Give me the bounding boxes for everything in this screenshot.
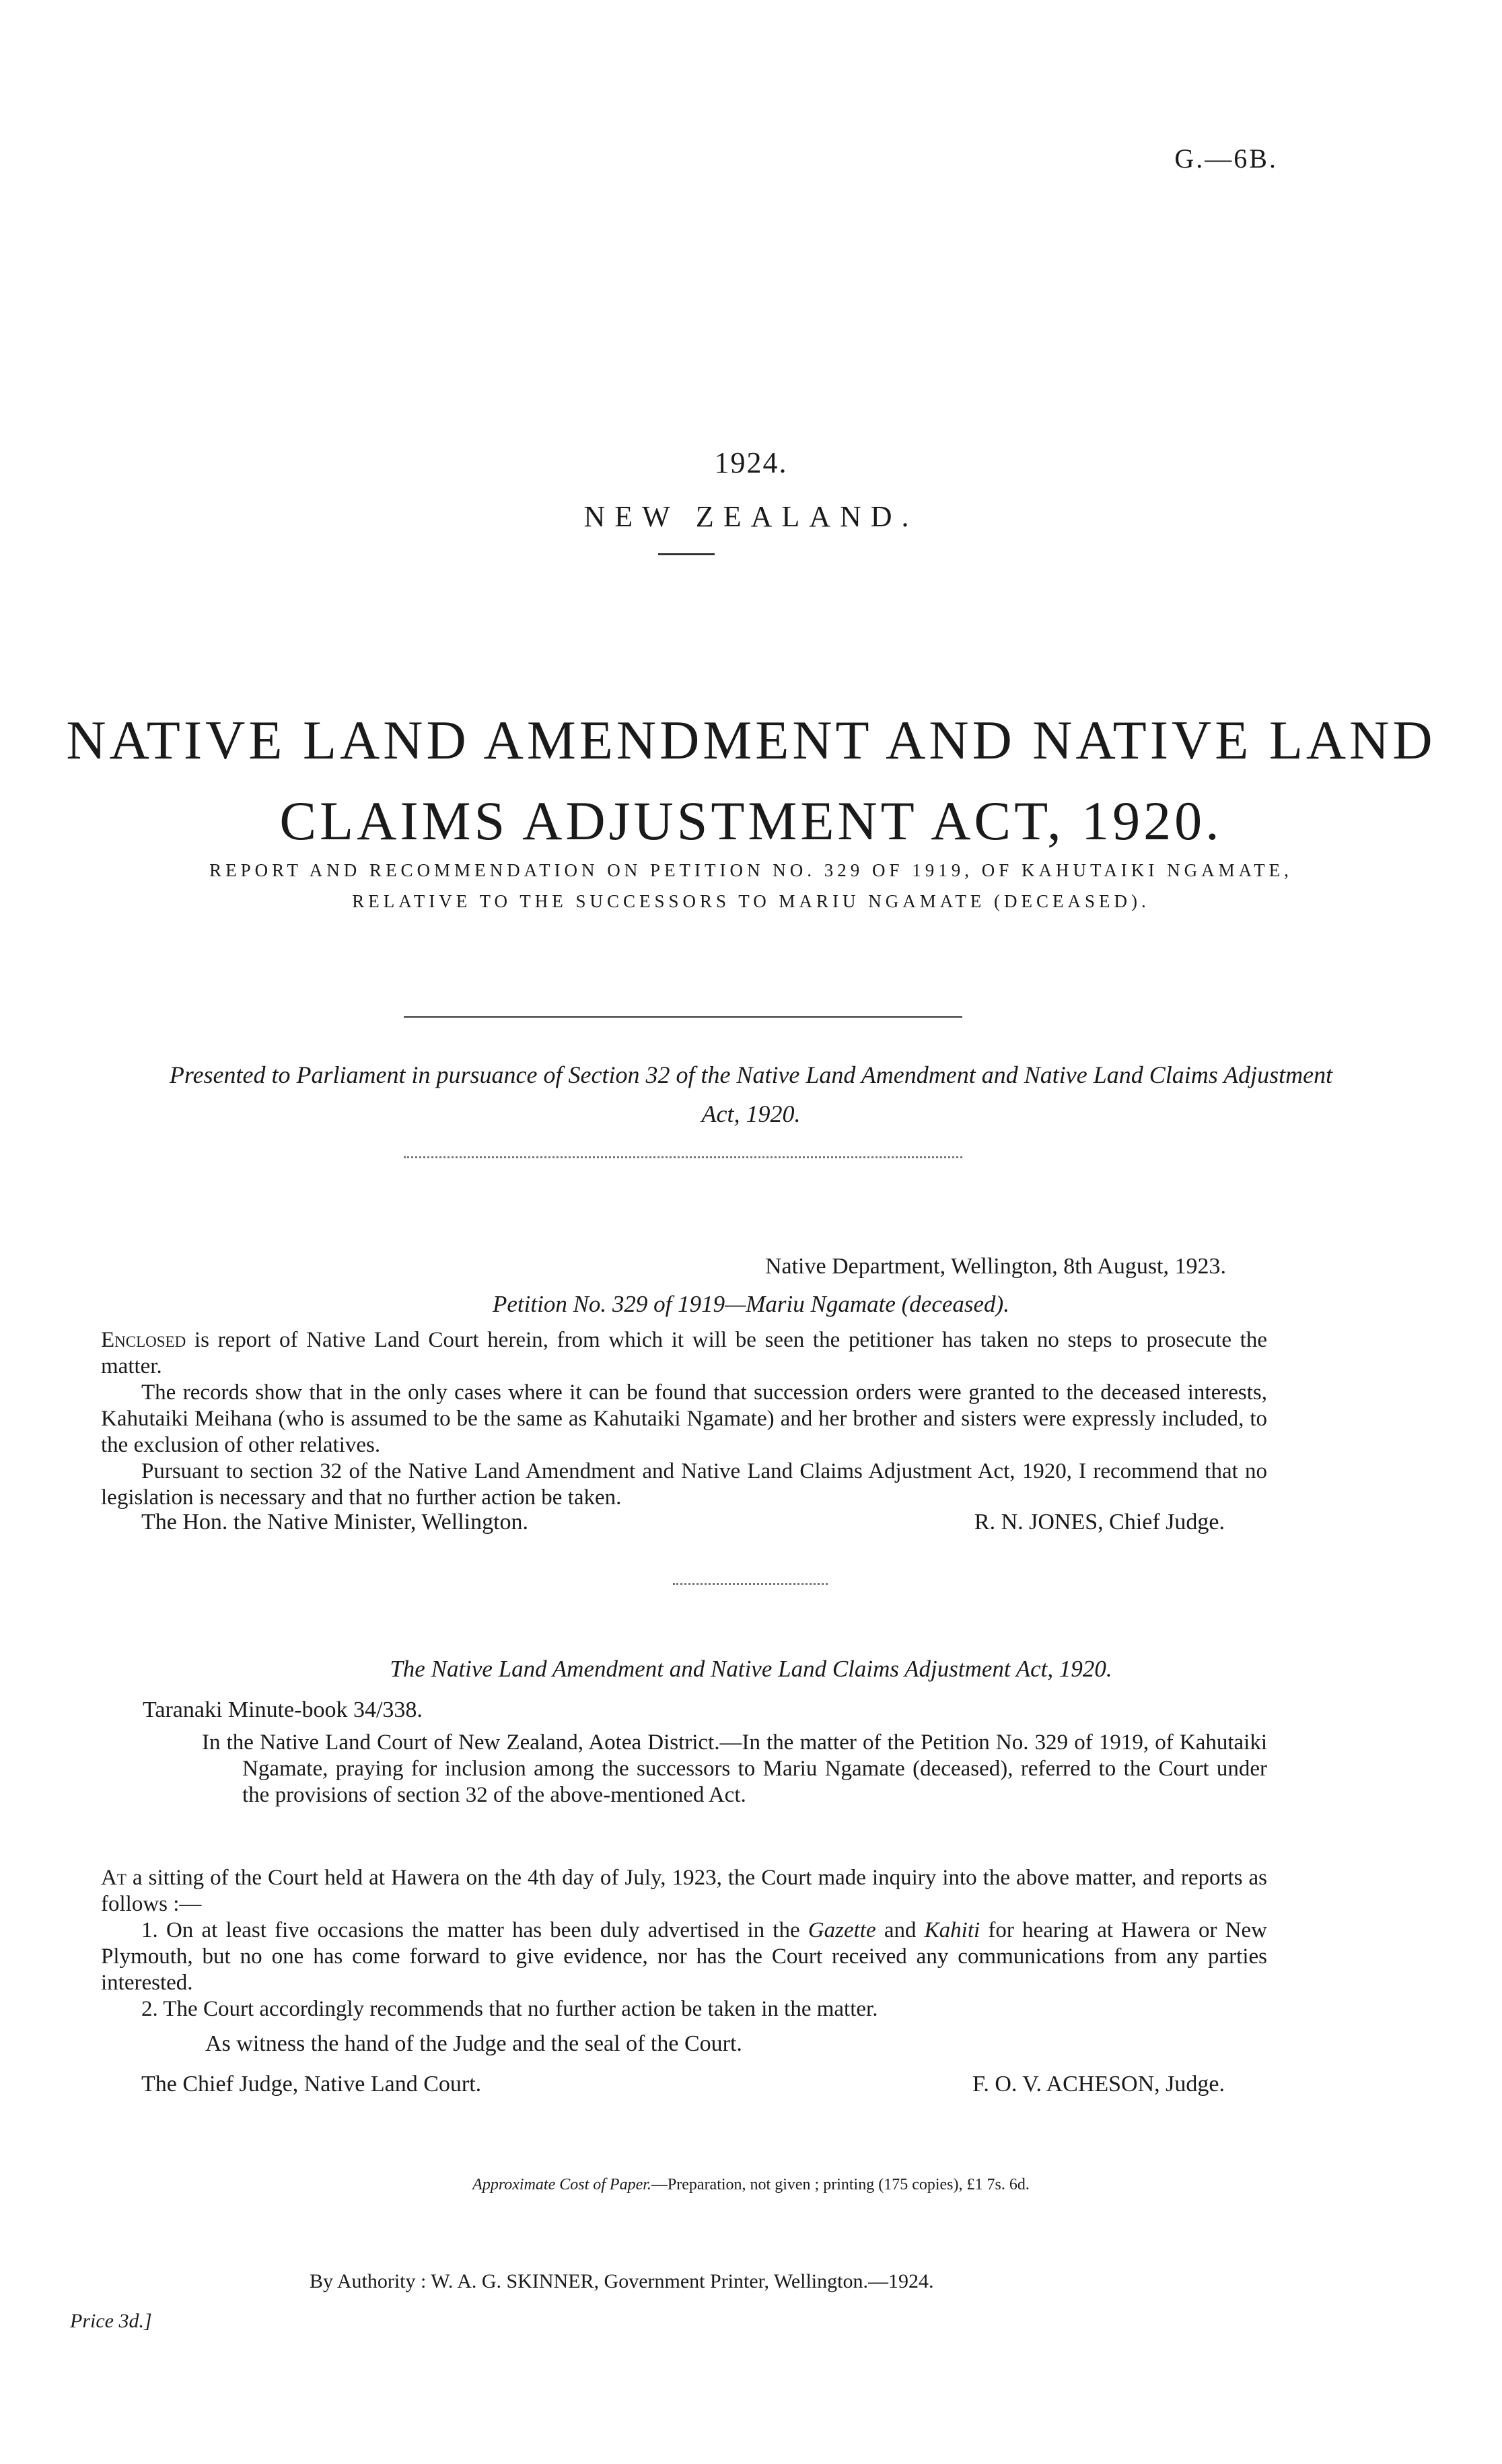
report-item-2: 2. The Court accordingly recommends that no further action be taken in the matter. [141,1997,878,2021]
letter-paragraph-1: Enclosed is report of Native Land Court herein, from which it will be seen the petitioner has taken no steps to prosecute the matter. [101,1328,1267,1378]
subtitle-line-2: RELATIVE TO THE SUCCESSORS TO MARIU NGAMATE (DECEASED). [352,891,1150,911]
report-signature-row [141,2072,1225,2097]
presented-statement: Presented to Parliament in pursuance of Section 32 of the Native Land Amendment and Native Land Claims Adjustment Act, 1920. [169,1061,1333,1127]
letter-signature-row [141,1510,1225,1535]
report-signature: F. O. V. ACHESON, Judge. [972,2072,1225,2097]
sitting-paragraph: At a sitting of the Court held at Hawera on the 4th day of July, 1923, the Court made inquiry into the above matter, and reports as follows :— [101,1866,1267,1916]
title-line-2: CLAIMS ADJUSTMENT ACT, 1920. [279,790,1223,851]
letter-paragraph-3: Pursuant to section 32 of the Native Land Amendment and Native Land Claims Adjustment Act, 1920, I recommend that no legislation is necessary and that no further action be taken. [101,1459,1267,1510]
enclosed-lead: Enclosed [101,1328,186,1352]
short-divider [658,553,715,555]
title-line-1: NATIVE LAND AMENDMENT AND NATIVE LAND [66,709,1436,771]
year: 1924. [714,446,788,479]
witness-line: As witness the hand of the Judge and the seal of the Court. [205,2031,742,2056]
divider [404,1016,962,1018]
document-reference: G.—6B. [1174,143,1278,174]
subtitle-line-1: REPORT AND RECOMMENDATION ON PETITION NO. 329 OF 1919, OF KAHUTAIKI NGAMATE, [209,860,1293,880]
country: NEW ZEALAND. [583,500,919,533]
printer-authority: By Authority : W. A. G. SKINNER, Government Printer, Wellington.—1924. [310,2270,934,2292]
report-body [101,1865,1267,2022]
price: Price 3d.] [70,2310,152,2332]
act-heading: The Native Land Amendment and Native Land Claims Adjustment Act, 1920. [390,1656,1112,1682]
dotted-separator [673,1583,828,1585]
report-item-1: 1. On at least five occasions the matter has been duly advertised in the Gazette and Kahiti for hearing at Hawera or New Plymouth, but no one has come forward to give evidence, nor has the Court received any communications from any parties interested. [101,1918,1267,1995]
minute-book: Taranaki Minute-book 34/338. [143,1697,423,1722]
letter-paragraph-2: The records show that in the only cases where it can be found that succession orders were granted to the deceased interests, Kahutaiki Meihana (who is assumed to be the same as Kahutaiki Ngamate) and her brother and sisters were expressly included, to the exclusion of other relatives. [101,1380,1267,1457]
letter-signature: R. N. JONES, Chief Judge. [974,1510,1225,1535]
document-title [0,700,1502,861]
court-matter: In the Native Land Court of New Zealand, Aotea District.—In the matter of the Petition No. 329 of 1919, of Kahutaiki Ngamate, praying for inclusion among the successors to Mariu Ngamate (deceased), referred to the Court under the provisions of section 32 of the above-mentioned Act. [202,1730,1267,1807]
cost-of-paper: Approximate Cost of Paper.—Preparation, not given ; printing (175 copies), £1 7s. 6d. [472,2176,1030,2193]
report-addressee: The Chief Judge, Native Land Court. [141,2072,482,2097]
letter-addressee: The Hon. the Native Minister, Wellington. [141,1510,529,1535]
dotted-divider [404,1156,962,1158]
letter-heading: Petition No. 329 of 1919—Mariu Ngamate (deceased). [493,1291,1009,1317]
letter-place-date: Native Department, Wellington, 8th August, 1923. [764,1254,1226,1279]
document-subtitle [0,855,1502,917]
letter-body [101,1327,1267,1511]
